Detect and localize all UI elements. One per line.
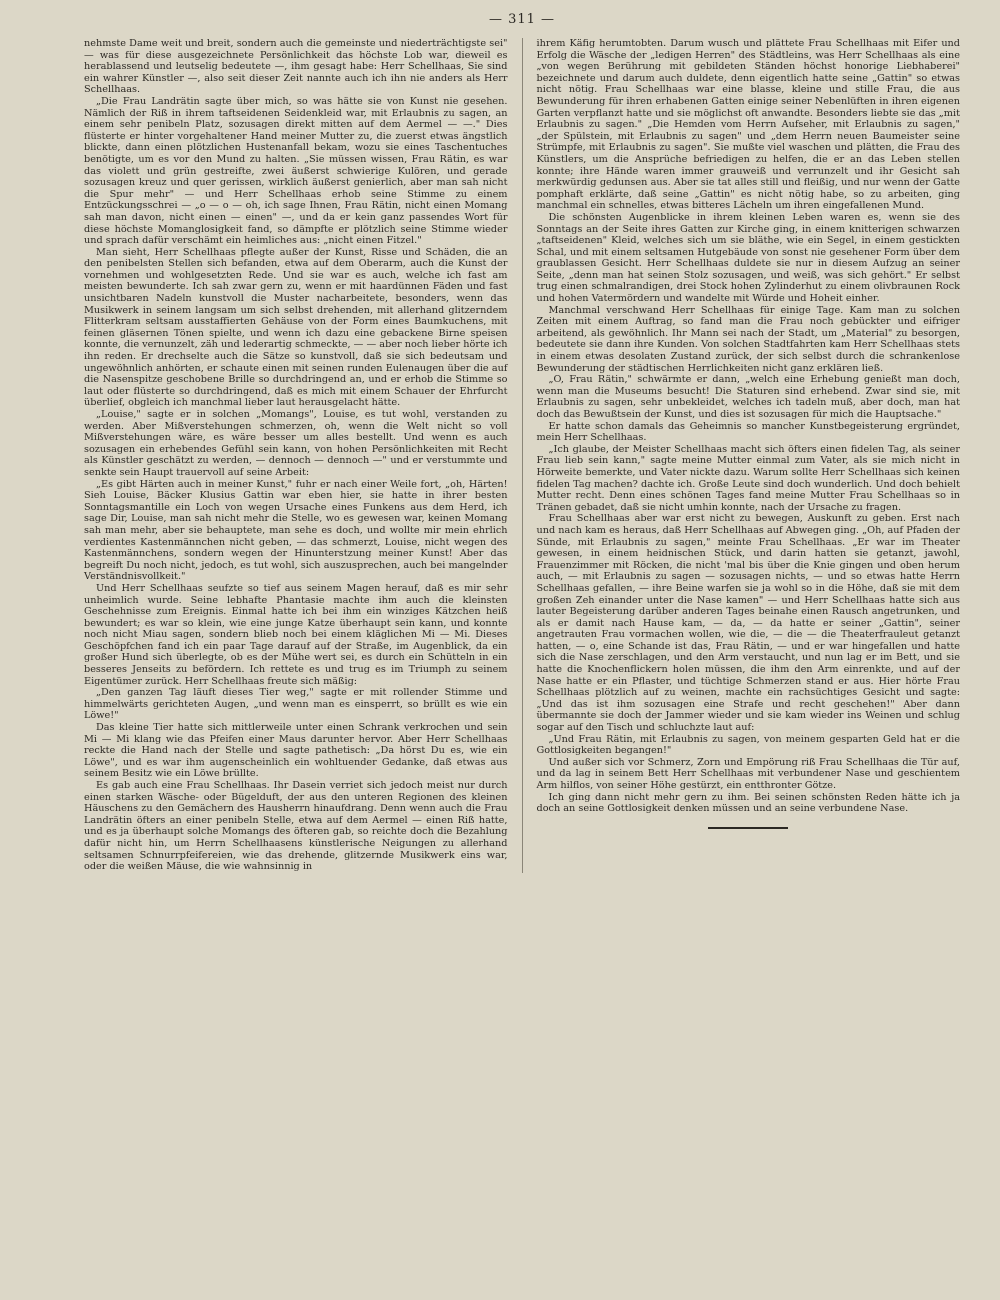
end-rule	[708, 827, 788, 829]
paragraph: Manchmal verschwand Herr Schellhaas für einige Tage. Kam man zu solchen Zeiten mit einem Auftrag, so fand man die Frau noch gebückter und eifriger arbeitend, als gewöhnlich. Ihr Mann sei nach der Stadt, um „Material" zu besorgen, bedeutete sie dann ihre Kunden. Von solchen Stadtfahrten kam Herr Schellhaas stets in einem etwas desolaten Zustand zurück, der sich selbst durch die schrankenlose Bewunderung der städtischen Herrlichkeiten nicht ganz erklären ließ.	[536, 304, 960, 374]
paragraph: Und außer sich vor Schmerz, Zorn und Empörung riß Frau Schellhaas die Tür auf, und da lag in seinem Bett Herr Schellhaas mit verbundener Nase und geschientem Arm hilflos, von seiner Höhe gestürzt, ein entthronter Götze.	[536, 756, 960, 791]
text-columns	[84, 38, 960, 873]
paragraph: nehmste Dame weit und breit, sondern auch die gemeinste und niederträchtigste sei" — was für diese ausgezeichnete Persönlichkeit das höchste Lob war, dieweil es herablassend und leutselig bedeutete —, ihm gesagt habe: Herr Schellhaas, Sie sind ein wahrer Künstler —, also seit dieser Zeit nannte auch ich ihn nie anders als Herr Schellhaas.	[84, 38, 508, 96]
paragraph: Man sieht, Herr Schellhaas pflegte außer der Kunst, Risse und Schäden, die an den penibelsten Stellen sich befanden, etwa auf dem Oberarm, auch die Kunst der vornehmen und wohlgesetzten Rede. Und sie war es auch, welche ich fast am meisten bewunderte. Ich sah zwar gern zu, wenn er mit haardünnen Fäden und fast unsichtbaren Nadeln kunstvoll die Muster nacharbeitete, besonders, wenn das Musikwerk in seinem langsam um sich selbst drehenden, mit allerhand glitzerndem Flitterkram seltsam ausstaffierten Gehäuse von der Form eines Baumkuchens, mit feinen gläsernen Tönen spielte, und wenn ich dazu eine gebackene Birne speisen konnte, die vernunzelt, zäh und lederartig schmeckte, — — aber noch lieber hörte ich ihn reden. Er drechselte auch die Sätze so kunstvoll, daß sie sich bedeutsam und ungewöhnlich anhörten, er schaute einen mit seinen runden Eulenaugen über die auf die Nasenspitze geschobene Brille so durchdringend an, und er erhob die Stimme so laut oder flüsterte so durchdringend, daß es mich mit einem Schauer der Ehrfurcht überlief, obgleich ich manchmal lieber laut herausgelacht hätte.	[84, 246, 508, 409]
paragraph: ihrem Käfig herumtobten. Darum wusch und plättete Frau Schellhaas mit Eifer und Erfolg die Wäsche der „ledigen Herren" des Städtleins, was Herr Schellhaas als eine „von wegen Berührung mit gebildeten Ständen höchst honorige Liebhaberei" bezeichnete und darum auch duldete, denn eigentlich hatte seine „Gattin" so etwas nicht nötig. Frau Schellhaas war eine blasse, kleine und stille Frau, die aus Bewunderung für ihren erhabenen Gatten einige seiner Nebenlüften in ihren eigenen Garten verpflanzt hatte und sie möglichst oft anwandte. Besonders liebte sie das „mit Erlaubnis zu sagen." „Die Hemden vom Herrn Aufseher, mit Erlaubnis zu sagen," „der Spülstein, mit Erlaubnis zu sagen" und „dem Herrn neuen Baumeister seine Strümpfe, mit Erlaubnis zu sagen". Sie mußte viel waschen und plätten, die Frau des Künstlers, um die Ansprüche befriedigen zu helfen, die er an das Leben stellen konnte; ihre Hände waren immer grauweiß und verrunzelt und ihr Gesicht sah merkwürdig gedunsen aus. Aber sie tat alles still und fleißig, und nur wenn der Gatte pomphaft erklärte, daß seine „Gattin" es nicht nötig habe, so zu arbeiten, ging manchmal ein schnelles, etwas bitteres Lächeln um ihren eingefallenen Mund.	[536, 38, 960, 212]
paragraph: „O, Frau Rätin," schwärmte er dann, „welch eine Erhebung genießt man doch, wenn man die Museums besucht! Die Staturen sind erhebend. Zwar sind sie, mit Erlaubnis zu sagen, sehr unbekleidet, welches ich tadeln muß, aber doch, man hat doch das Bewußtsein der Kunst, und dies ist sozusagen für mich die Hauptsache."	[536, 374, 960, 420]
paragraph: „Die Frau Landrätin sagte über mich, so was hätte sie von Kunst nie gesehen. Nämlich der Riß in ihrem taftseidenen Seidenkleid war, mit Erlaubnis zu sagen, an einem sehr penibeln Platz, sozusagen direkt mitten auf dem Aermel — —." Dies flüsterte er hinter vorgehaltener Hand meiner Mutter zu, die zuerst etwas ängstlich blickte, dann einen plötzlichen Hustenanfall bekam, wozu sie eines Taschentuches benötigte, um es vor den Mund zu halten. „Sie müssen wissen, Frau Rätin, es war das violett und grün gestreifte, zwei äußerst schwierige Kulören, und gerade sozusagen kreuz und quer gerissen, wirklich äußerst genierlich, aber man sah nicht die Spur mehr" — und Herr Schellhaas erhob seine Stimme zu einem Entzückungsschrei — „o — o — oh, ich sage Ihnen, Frau Rätin, nicht einen Momang sah man davon, nicht einen — einen" —, und da er kein ganz passendes Wort für diese höchste Momanglosigkeit fand, so dämpfte er plötzlich seine Stimme wieder und sprach dafür verschämt ein heimliches aus: „nicht einen Fitzel."	[84, 95, 508, 247]
paragraph: Das kleine Tier hatte sich mittlerweile unter einen Schrank verkrochen und sein Mi — Mi klang wie das Pfeifen einer Maus darunter hervor. Aber Herr Schellhaas reckte die Hand nach der Stelle und sagte pathetisch: „Da hörst Du es, wie ein Löwe", und es war ihm augenscheinlich ein wohltuender Gedanke, daß etwas aus seinem Besitz wie ein Löwe brüllte.	[84, 722, 508, 780]
paragraph: „Es gibt Härten auch in meiner Kunst," fuhr er nach einer Weile fort, „oh, Härten! Sieh Louise, Bäcker Klusius Gattin war eben hier, sie hatte in ihrer besten Sonntagsmantille ein Loch von wegen Ursache eines Funkens aus dem Herd, ich sage Dir, Louise, man sah nicht mehr die Stelle, wo es gewesen war, keinen Momang sah man mehr, aber sie behauptete, man sehe es doch, und wollte mir mein ehrlich verdientes Kastenmännchen nicht geben, — das schmerzt, Louise, nicht wegen des Kastenmännchens, sondern wegen der Hinunterstzung meiner Kunst! Aber das begreift Du noch nicht, jedoch, es tut wohl, sich auszusprechen, auch bei mangelnder Verständnisvollkeit."	[84, 478, 508, 583]
paragraph: Die schönsten Augenblicke in ihrem kleinen Leben waren es, wenn sie des Sonntags an der Seite ihres Gatten zur Kirche ging, in einem knitterigen schwarzen „taftseidenen" Kleid, welches sich um sie bläthe, wie ein Segel, in einem gestickten Schal, und mit einem seltsamen Hutgebäude von sonst nie gesehener Form über dem graublassen Gesicht. Herr Schellhaas duldete sie nur in diesem Aufzug an seiner Seite, „denn man hat seinen Stolz sozusagen, und weiß, was sich gehört." Er selbst trug einen schmalrandigen, drei Stock hohen Zylinderhut zu einem olivbraunen Rock und hohen Vatermördern und wandelte mit Würde und Hoheit einher.	[536, 211, 960, 305]
paragraph: Er hatte schon damals das Geheimnis so mancher Kunstbegeisterung ergründet, mein Herr Schellhaas.	[536, 420, 960, 444]
paragraph: „Und Frau Rätin, mit Erlaubnis zu sagen, von meinem gesparten Geld hat er die Gottlosigkeiten begangen!"	[536, 733, 960, 757]
left-column	[84, 38, 508, 873]
paragraph: „Louise," sagte er in solchen „Momangs", Louise, es tut wohl, verstanden zu werden. Aber Mißverstehungen schmerzen, oh, wenn die Welt nicht so voll Mißverstehungen wäre, es wäre besser um alles bestellt. Und wenn es auch sozusagen ein erhebendes Gefühl sein kann, von hohen Persönlichkeiten mit Recht als Künstler geschätzt zu werden, — dennoch — dennoch —" und er verstummte und senkte sein Haupt trauervoll auf seine Arbeit:	[84, 409, 508, 478]
paragraph: „Den ganzen Tag läuft dieses Tier weg," sagte er mit rollender Stimme und himmelwärts gerichteten Augen, „und wenn man es einsperrt, so brüllt es wie ein Löwe!"	[84, 687, 508, 722]
paragraph: Es gab auch eine Frau Schellhaas. Ihr Dasein verriet sich jedoch meist nur durch einen starken Wäsche- oder Bügelduft, der aus den unteren Regionen des kleinen Häuschens zu den Gemächern des Hausherrn hinaufdrang. Denn wenn auch die Frau Landrätin öfters an einer penibeln Stelle, etwa auf dem Aermel — einen Riß hatte, und es ja überhaupt solche Momangs des öfteren gab, so reichte doch die Bezahlung dafür nicht hin, um Herrn Schellhaasens künstlerische Neigungen zu allerhand seltsamen Schnurrpfeifereien, wie das drehende, glitzernde Musikwerk eins war, oder die weißen Mäuse, die wie wahnsinnig in	[84, 780, 508, 873]
paragraph: Ich ging dann nicht mehr gern zu ihm. Bei seinen schönsten Reden hätte ich ja doch an seine Gottlosigkeit denken müssen und an seine verbundene Nase.	[536, 791, 960, 815]
page-number: — 311 —	[488, 12, 556, 27]
paragraph: Und Herr Schellhaas seufzte so tief aus seinem Magen herauf, daß es mir sehr unheimlich wurde. Seine lebhafte Phantasie machte ihm auch die kleinsten Geschehnisse zum Ereignis. Einmal hatte ich bei ihm ein winziges Kätzchen heiß bewundert; es war so klein, wie eine junge Katze überhaupt sein kann, und konnte noch nicht Miau sagen, sondern blieb noch bei einem kläglichen Mi — Mi. Dieses Geschöpfchen fand ich ein paar Tage darauf auf der Straße, im Augenblick, da ein großer Hund sich überlegte, ob es der Mühe wert sei, es durch ein Schütteln in ein besseres Jenseits zu befördern. Ich rettete es und trug es im Triumph zu seinem Eigentümer zurück. Herr Schellhaas freute sich mäßig:	[84, 582, 508, 687]
right-column	[537, 38, 961, 829]
paragraph: Frau Schellhaas aber war erst nicht zu bewegen, Auskunft zu geben. Erst nach und nach kam es heraus, daß Herr Schellhaas auf Abwegen ging. „Oh, auf Pfaden der Sünde, mit Erlaubnis zu sagen," meinte Frau Schellhaas. „Er war im Theater gewesen, in einem heidnischen Stück, und darin hatten sie getanzt, jawohl, Frauenzimmer mit Röcken, die nicht 'mal bis über die Knie gingen und oben herum auch, — mit Erlaubnis zu sagen — sozusagen nichts, — und so etwas hatte Herrn Schellhaas gefallen, — ihre Beine warfen sie ja wohl so in die Höhe, daß sie mit dem großen Zeh einander unter die Nase kamen" — und Herr Schellhaas hatte sich aus lauter Begeisterung darüber anderen Tages beinahe einen Rausch angetrunken, und als er damit nach Hause kam, — da, — da hatte er seiner „Gattin", seiner angetrauten Frau vormachen wollen, wie die, — die — die Theaterfrauleut getanzt hatten, — o, eine Schande ist das, Frau Rätin, — und er war hingefallen und hatte sich die Nase zerschlagen, und den Arm verstaucht, und nun lag er im Bett, und sie hatte die Knochenflickern holen müssen, die ihm den Arm einrenkte, und auf der Nase hatte er ein Pflaster, und tüchtige Schmerzen stand er aus. Hier hörte Frau Schellhaas plötzlich auf zu weinen, machte ein rachsüchtiges Gesicht und sagte: „Und das ist ihm sozusagen eine Strafe und recht geschehen!" Aber dann übermannte sie doch der Jammer wieder und sie kam wieder ins Weinen und schlug sogar auf den Tisch und schluchzte laut auf:	[536, 513, 960, 734]
paragraph: „Ich glaube, der Meister Schellhaas macht sich öfters einen fidelen Tag, als seiner Frau lieb sein kann," sagte meine Mutter einmal zum Vater, als sie mich nicht in Hörweite bemerkte, und Vater nickte dazu. Warum sollte Herr Schellhaas sich keinen fidelen Tag machen? dachte ich. Große Leute sind doch wunderlich. Und doch behielt Mutter recht. Denn eines schönen Tages fand meine Mutter Frau Schellhaas so in Tränen gebadet, daß sie nicht umhin konnte, nach der Ursache zu fragen.	[536, 443, 960, 513]
column-divider	[522, 38, 523, 873]
